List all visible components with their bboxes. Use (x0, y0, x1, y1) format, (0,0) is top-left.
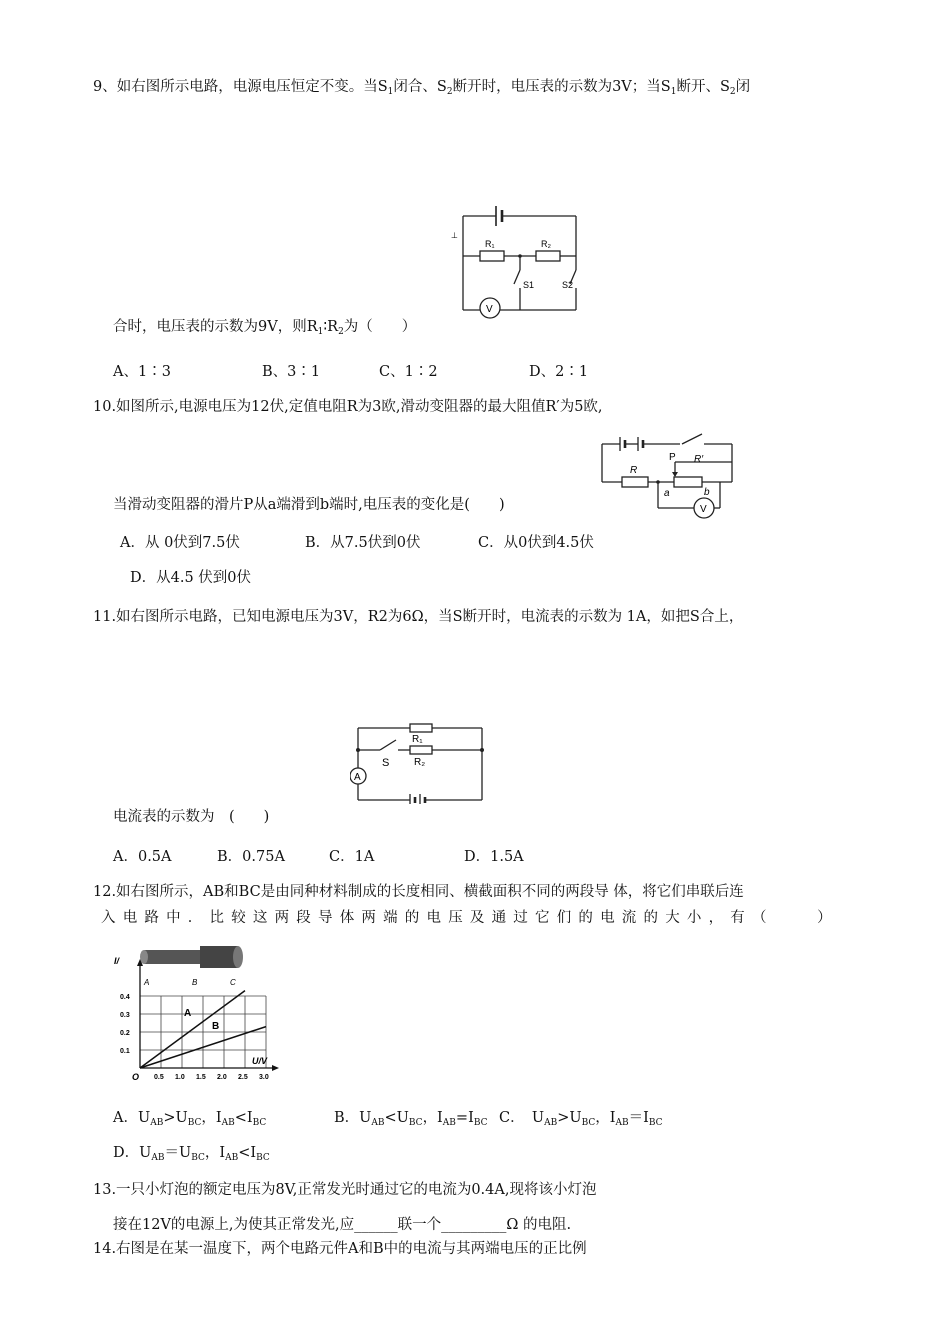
q10-option-c[interactable]: C．从0伏到4.5伏 (478, 535, 594, 551)
q9-r1-label: R₁ (485, 239, 495, 249)
q10-p-label: P (669, 452, 676, 463)
svg-text:⊥: ⊥ (451, 231, 458, 240)
q11-meter-label: A (354, 772, 361, 783)
q12-option-d[interactable]: D．$U_{AB}=U_{BC}$，$I_{AB}<I_{BC}$ (113, 1145, 270, 1163)
q12-point-c: C (230, 978, 236, 987)
q9-meter-label: V (486, 304, 493, 315)
q12-point-a: A (144, 978, 150, 987)
q12-option-a[interactable]: A．$U_{AB}>U_{BC}$，$I_{AB}<I_{BC}$ (113, 1110, 267, 1128)
q10-line2: 当滑动变阻器的滑片P从a端滑到b端时,电压表的变化是( ) (113, 497, 505, 513)
q11-r2-resistor (410, 746, 432, 754)
q10-circuit-figure (598, 432, 738, 520)
q12-conductor-icon (140, 946, 243, 968)
q9-s1-label: S1 (523, 280, 535, 290)
q9-r1-resistor (480, 251, 504, 261)
q9-option-c[interactable]: C、1∶2 (379, 364, 438, 380)
q12-y-axis-label: I/ (114, 956, 120, 966)
q12-line-b-label: B (212, 1021, 220, 1032)
q12-x-tick-label: 0.5 (154, 1074, 164, 1081)
q12-x-tick-label: 1.5 (196, 1074, 206, 1081)
q11-option-d[interactable]: D．1.5A (464, 849, 524, 865)
q12-option-b[interactable]: B．$U_{AB}<U_{BC}$，$I_{AB}=I_{BC}$ (334, 1110, 488, 1128)
q12-x-tick-label: 1.0 (175, 1074, 185, 1081)
q12-option-c[interactable]: C． $U_{AB}>U_{BC}$，$I_{AB}=I_{BC}$ (499, 1110, 663, 1128)
q9-r2-label: R₂ (541, 239, 551, 249)
q9-circuit-figure (448, 198, 598, 322)
q10-r-label: R (630, 465, 638, 476)
q9-line2: 合时，电压表的示数为9V，则$R_1∶R_2$为（ ） (113, 319, 417, 337)
q11-r1-label: R₁ (412, 734, 423, 745)
q11-circuit-figure (350, 720, 490, 804)
q11-line1: 11.如右图所示电路，已知电源电压为3V，R2为6Ω，当S断开时，电流表的示数为 1A，如把S合上， (93, 609, 744, 625)
q11-r2-label: R₂ (414, 757, 426, 768)
q12-origin-label: O (132, 1072, 140, 1082)
q12-y-tick-label: 0.3 (120, 1012, 130, 1019)
q12-line2: 入电路中．比较这两段导体两端的电压及通过它们的电流的大小，有（ ） (101, 910, 839, 926)
q12-x-axis-label: U/V (252, 1056, 268, 1066)
q12-line-a (140, 991, 245, 1068)
q11-option-a[interactable]: A．0.5A (113, 849, 172, 865)
q11-s-label: S (382, 757, 390, 769)
q10-option-b[interactable]: B．从7.5伏到0伏 (305, 535, 421, 551)
q12-line-a-label: A (184, 1008, 192, 1019)
q12-y-tick-label: 0.1 (120, 1048, 130, 1055)
q12-graph-figure (112, 944, 287, 1082)
q10-option-a[interactable]: A．从 0伏到7.5伏 (120, 535, 240, 551)
q10-b-label: b (704, 487, 710, 498)
q11-line2: 电流表的示数为 ( ) (113, 809, 270, 825)
q9-option-a[interactable]: A、1∶3 (113, 364, 171, 380)
q13-line1: 13.一只小灯泡的额定电压为8V,正常发光时通过它的电流为0.4A,现将该小灯泡 (93, 1182, 597, 1198)
q9-option-b[interactable]: B、3∶1 (262, 364, 321, 380)
q12-x-tick-label: 3.0 (259, 1074, 269, 1081)
q13-line2: 接在12V的电源上,为使其正常发光,应______联一个_________Ω 的电阻. (113, 1217, 572, 1233)
q10-rheostat (674, 477, 702, 487)
q10-a-label: a (664, 488, 670, 499)
q12-y-tick-label: 0.4 (120, 994, 130, 1001)
q9-r2-resistor (536, 251, 560, 261)
q12-point-b: B (192, 978, 198, 987)
q12-y-tick-label: 0.2 (120, 1030, 130, 1037)
q10-option-d[interactable]: D．从4.5 伏到0伏 (130, 570, 252, 586)
q11-option-b[interactable]: B．0.75A (217, 849, 285, 865)
q10-meter-label: V (700, 504, 707, 515)
q12-x-tick-label: 2.0 (217, 1074, 227, 1081)
q9-s2-label: S2 (562, 280, 574, 290)
q11-option-c[interactable]: C．1A (329, 849, 375, 865)
q12-x-tick-label: 2.5 (238, 1074, 248, 1081)
q10-rp-label: R′ (694, 454, 704, 465)
q9-option-d[interactable]: D、2∶1 (529, 364, 589, 380)
q14-line1: 14.右图是在某一温度下，两个电路元件A和B中的电流与其两端电压的正比例 (93, 1241, 587, 1257)
q10-line1: 10.如图所示,电源电压为12伏,定值电阻R为3欧,滑动变阻器的最大阻值R′为5欧, (93, 399, 603, 415)
q10-r-resistor (622, 477, 648, 487)
q12-line1: 12.如右图所示，AB和BC是由同种材料制成的长度相同、横截面积不同的两段导 体，将它们串联后连 (93, 884, 744, 900)
q9-line1: 9、如右图所示电路，电源电压恒定不变。当$S_1$闭合、$S_2$断开时，电压表的示数为3V；当$S_1$断开、$S_2$闭 (93, 79, 751, 97)
q11-r1-resistor (410, 724, 432, 732)
